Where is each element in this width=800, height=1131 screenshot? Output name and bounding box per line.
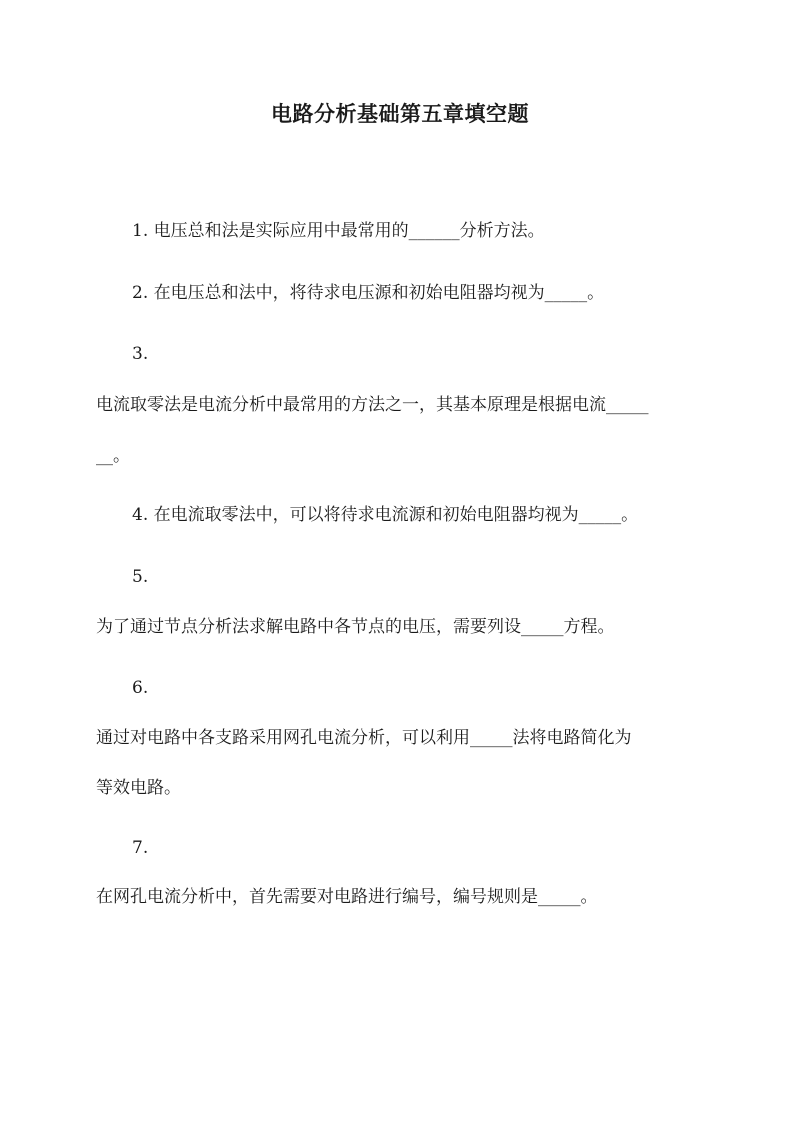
question-7-number: 7. [132, 838, 149, 858]
question-2: 2. 在电压总和法中，将待求电压源和初始电阻器均视为_____。 [132, 283, 605, 303]
question-7-text: 在网孔电流分析中，首先需要对电路进行编号，编号规则是_____。 [96, 887, 598, 907]
question-6-number: 6. [132, 678, 149, 698]
question-6-text: 通过对电路中各支路采用网孔电流分析，可以利用_____法将电路简化为 [96, 728, 632, 748]
page-title: 电路分析基础第五章填空题 [271, 101, 529, 126]
question-3-number: 3. [132, 344, 149, 364]
question-4: 4. 在电流取零法中，可以将待求电流源和初始电阻器均视为_____。 [132, 505, 639, 525]
question-6-text-continued: 等效电路。 [96, 778, 181, 798]
question-1: 1. 电压总和法是实际应用中最常用的______分析方法。 [132, 221, 545, 241]
question-3-text-continued: __。 [96, 446, 130, 466]
question-5-text: 为了通过节点分析法求解电路中各节点的电压，需要列设_____方程。 [96, 617, 615, 637]
question-3-text: 电流取零法是电流分析中最常用的方法之一，其基本原理是根据电流_____ [96, 395, 649, 415]
question-5-number: 5. [132, 567, 149, 587]
